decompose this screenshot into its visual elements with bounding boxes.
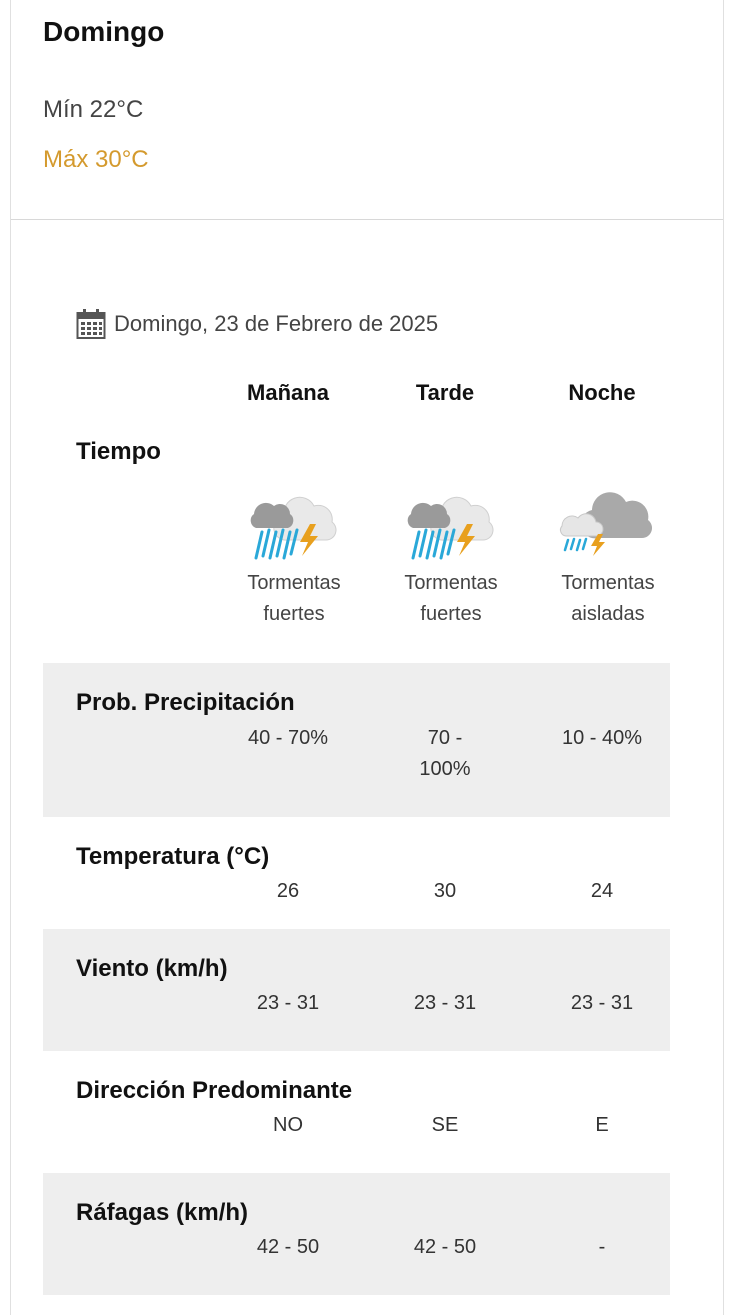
value-morning: NO bbox=[273, 1114, 303, 1136]
value-night: 23 - 31 bbox=[570, 992, 634, 1014]
value-morning: 42 - 50 bbox=[256, 1236, 320, 1258]
row-label: Dirección Predominante bbox=[76, 1077, 353, 1104]
value-night: E bbox=[595, 1114, 609, 1136]
storm-isolated-icon bbox=[556, 474, 652, 570]
value-morning: 26 bbox=[276, 880, 300, 902]
weather-desc-night bbox=[533, 568, 683, 630]
date-text: Domingo, 23 de Febrero de 2025 bbox=[114, 311, 439, 336]
date-row bbox=[76, 308, 438, 340]
weather-desc-morning bbox=[219, 568, 369, 630]
storm-heavy-icon bbox=[401, 474, 497, 570]
weather-label: Tiempo bbox=[76, 438, 161, 465]
value-afternoon: 23 - 31 bbox=[413, 992, 477, 1014]
max-temperature: Máx 30°C bbox=[43, 146, 149, 173]
row-gusts bbox=[43, 1173, 670, 1295]
weather-desc-line: fuertes bbox=[263, 603, 325, 625]
row-direction bbox=[43, 1051, 670, 1173]
value-night: 10 - 40% bbox=[561, 727, 643, 749]
value-line: 100% bbox=[419, 758, 471, 780]
weather-desc-line: Tormentas bbox=[247, 572, 341, 594]
column-night: Noche bbox=[568, 380, 636, 405]
value-night: - bbox=[598, 1236, 606, 1258]
column-afternoon: Tarde bbox=[415, 380, 475, 405]
day-title: Domingo bbox=[43, 16, 165, 47]
storm-heavy-icon bbox=[244, 474, 340, 570]
weather-desc-line: Tormentas bbox=[404, 572, 498, 594]
value-line: 70 - bbox=[427, 727, 463, 749]
value-morning: 40 - 70% bbox=[247, 727, 329, 749]
weather-desc-line: aisladas bbox=[571, 603, 645, 625]
value-afternoon: SE bbox=[431, 1114, 459, 1136]
row-wind bbox=[43, 929, 670, 1051]
row-label: Viento (km/h) bbox=[76, 955, 228, 982]
column-morning: Mañana bbox=[247, 380, 329, 405]
row-temperature bbox=[43, 817, 670, 929]
value-afternoon bbox=[370, 723, 520, 785]
row-label: Temperatura (°C) bbox=[76, 843, 270, 870]
day-summary bbox=[11, 0, 723, 220]
value-morning: 23 - 31 bbox=[256, 992, 320, 1014]
value-afternoon: 42 - 50 bbox=[413, 1236, 477, 1258]
row-precipitation bbox=[43, 663, 670, 817]
calendar-icon bbox=[76, 308, 106, 340]
weather-desc-line: Tormentas bbox=[561, 572, 655, 594]
value-afternoon: 30 bbox=[433, 880, 457, 902]
weather-desc-line: fuertes bbox=[420, 603, 482, 625]
row-label: Prob. Precipitación bbox=[76, 689, 295, 716]
weather-desc-afternoon bbox=[376, 568, 526, 630]
row-label: Ráfagas (km/h) bbox=[76, 1199, 249, 1226]
value-night: 24 bbox=[590, 880, 614, 902]
min-temperature: Mín 22°C bbox=[43, 96, 144, 123]
